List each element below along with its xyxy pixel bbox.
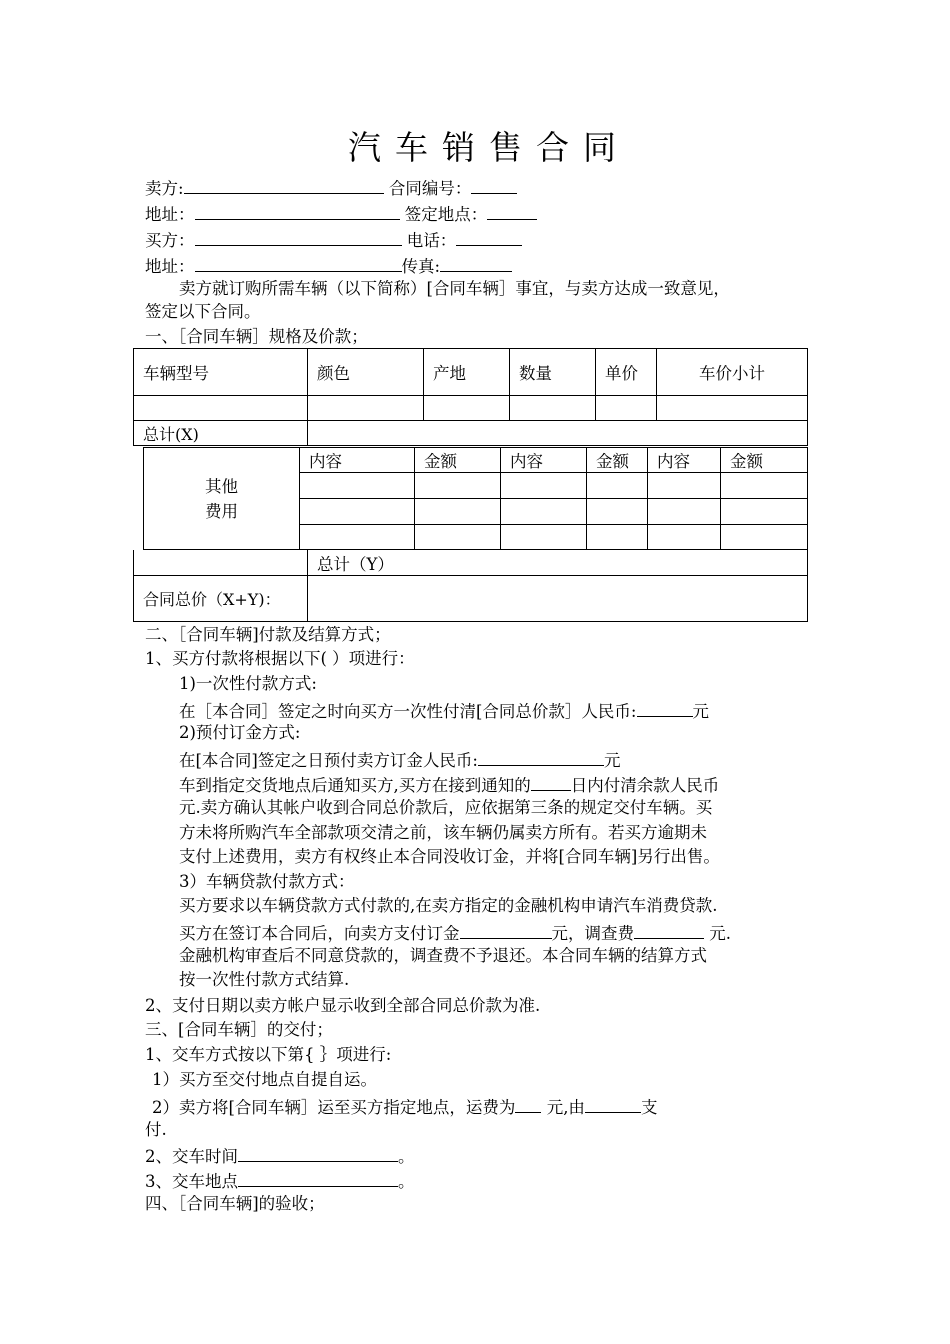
cell-subtotal[interactable]: [657, 396, 808, 421]
sign-place-blank[interactable]: [487, 204, 537, 220]
delivery-place-label: 3、交车地点: [145, 1172, 238, 1191]
fee-col-amount-1: 金额: [415, 448, 501, 473]
payment-option3-para2: [179, 923, 731, 943]
cell-origin[interactable]: [424, 396, 510, 421]
fee-col-amount-3: 金额: [721, 448, 808, 473]
table-row: [134, 396, 808, 421]
fee-col-amount-2: 金额: [587, 448, 648, 473]
payment-option2-text-a: 在[本合同]签定之日预付卖方订金人民币:: [179, 751, 478, 770]
payment-option3-para2-a: 买方在签订本合同后，向卖方支付订金: [179, 924, 460, 943]
col-model: 车辆型号: [134, 349, 308, 396]
fee-cell[interactable]: [415, 499, 501, 525]
phone-blank[interactable]: [456, 230, 522, 246]
address-line-1: [145, 204, 537, 224]
phone-label: 电话：: [406, 231, 457, 250]
investigation-fee-blank[interactable]: [634, 923, 704, 939]
fee-cell[interactable]: [587, 525, 648, 550]
payment-option2-para4: 支付上述费用，卖方有权终止本合同没收订金，并将[合同车辆]另行出售。: [179, 847, 720, 866]
subtotal-x-value[interactable]: [308, 421, 808, 446]
address-blank-1[interactable]: [195, 204, 400, 220]
fee-cell[interactable]: [501, 525, 587, 550]
payment-option2-para3: 方未将所购汽车全部款项交清之前，该车辆仍属卖方所有。若买方逾期未: [179, 823, 707, 842]
vehicle-price-table: [133, 348, 808, 446]
fee-cell[interactable]: [300, 473, 415, 499]
fee-cell[interactable]: [415, 473, 501, 499]
document-title: 汽车销售合同: [348, 128, 630, 167]
cell-quantity[interactable]: [510, 396, 596, 421]
sign-place-label: 签定地点：: [404, 205, 488, 224]
cell-unit-price[interactable]: [596, 396, 657, 421]
address-blank-2[interactable]: [195, 256, 402, 272]
delivery-option2: [152, 1097, 657, 1117]
delivery-option2-c: 支: [640, 1098, 658, 1117]
delivery-item2: [145, 1146, 415, 1166]
buyer-line: [145, 230, 522, 250]
col-color: 颜色: [308, 349, 424, 396]
delivery-place-blank[interactable]: [238, 1171, 398, 1187]
col-unit-price: 单价: [596, 349, 657, 396]
fee-cell[interactable]: [587, 499, 648, 525]
payment-option2-para1-b: 日内付清余款人民币: [570, 776, 720, 795]
col-origin: 产地: [424, 349, 510, 396]
subtotal-y-row: [134, 550, 808, 576]
fee-cell[interactable]: [721, 499, 808, 525]
contract-no-label: 合同编号：: [388, 179, 472, 198]
payment-option1-title: 1)一次性付款方式:: [179, 674, 317, 693]
payment-item2: 2、支付日期以卖方帐户显示收到全部合同总价款为准.: [145, 996, 541, 1015]
buyer-blank[interactable]: [195, 230, 402, 246]
subtotal-x-label: 总计(X): [134, 421, 308, 446]
section2-heading: 二、［合同车辆]付款及结算方式；: [145, 625, 391, 644]
payment-option2-para2: 元.卖方确认其帐户收到合同总价款后，应依据第三条的规定交付车辆。买: [179, 798, 713, 817]
deposit-blank[interactable]: [478, 750, 604, 766]
table-header-row: [134, 349, 808, 396]
other-fees-label-line2: 费用: [205, 501, 238, 521]
fee-cell[interactable]: [587, 473, 648, 499]
payment-option2-para1: [179, 775, 719, 795]
intro-line-2: 签定以下合同。: [145, 302, 261, 321]
fax-label: 传真:: [401, 257, 441, 276]
delivery-option2-end: 付.: [145, 1120, 167, 1139]
other-fees-table: [143, 447, 808, 550]
delivery-option2-b: 元,由: [546, 1098, 585, 1117]
seller-blank[interactable]: [184, 178, 384, 194]
lump-sum-blank[interactable]: [637, 701, 693, 717]
payment-option1-text: [179, 701, 709, 721]
cell-color[interactable]: [308, 396, 424, 421]
fee-cell[interactable]: [721, 525, 808, 550]
fee-cell[interactable]: [648, 525, 721, 550]
freight-blank[interactable]: [515, 1097, 541, 1113]
payment-option2-title: 2)预付订金方式:: [179, 723, 301, 742]
delivery-item1: 1、交车方式按以下第{ ｝项进行:: [145, 1045, 392, 1064]
delivery-place-end: 。: [398, 1172, 415, 1191]
subtotal-x-row: [134, 421, 808, 446]
delivery-item3: [145, 1171, 415, 1191]
other-fees-label-line1: 其他: [205, 476, 238, 496]
payment-option3-para2-b: 元，调查费: [551, 924, 634, 943]
payment-option3-para2-c: 元.: [709, 924, 731, 943]
fee-col-content-2: 内容: [501, 448, 587, 473]
delivery-option2-a: 2）卖方将[合同车辆］运至买方指定地点，运费为: [152, 1098, 516, 1117]
fee-cell[interactable]: [415, 525, 501, 550]
grand-total-table: [133, 549, 808, 622]
col-subtotal: 车价小计: [657, 349, 808, 396]
grand-total-label: 合同总价（X+Y)：: [134, 576, 308, 622]
cell-model[interactable]: [134, 396, 308, 421]
other-fees-label: [144, 448, 300, 550]
intro-line-1: 卖方就订购所需车辆（以下简称）[合同车辆］事宜，与卖方达成一致意见，: [179, 279, 730, 298]
payment-option3-title: 3）车辆贷款付款方式：: [179, 872, 355, 891]
fee-cell[interactable]: [648, 499, 721, 525]
delivery-option1: 1）买方至交付地点自提自运。: [152, 1070, 377, 1089]
payment-option1-text-a: 在［本合同］签定之时向买方一次性付清[合同总价款］人民币:: [179, 702, 637, 721]
address-label-1: 地址：: [145, 205, 195, 224]
fee-cell[interactable]: [648, 473, 721, 499]
payment-option3-para3: 金融机构审查后不同意贷款的，调查费不予退还。本合同车辆的结算方式: [179, 946, 707, 965]
seller-label: 卖方:: [145, 179, 184, 198]
fee-col-content-3: 内容: [648, 448, 721, 473]
section3-heading: 三、[合同车辆］的交付；: [145, 1020, 333, 1039]
subtotal-y-spacer: [134, 550, 308, 576]
fee-col-content-1: 内容: [300, 448, 415, 473]
payment-option3-para4: 按一次性付款方式结算.: [179, 970, 350, 989]
grand-total-value[interactable]: [308, 576, 808, 622]
fax-blank[interactable]: [440, 256, 512, 272]
payment-item1: 1、买方付款将根据以下( ）项进行：: [145, 649, 415, 668]
address-label-2: 地址：: [145, 257, 195, 276]
section1-heading: 一、［合同车辆］规格及价款；: [145, 327, 368, 346]
payment-option3-para1: 买方要求以车辆贷款方式付款的,在卖方指定的金融机构申请汽车消费贷款.: [179, 896, 718, 915]
payment-option2-text-b: 元: [603, 751, 621, 770]
subtotal-y-label: 总计（Y）: [308, 550, 808, 576]
payer-blank[interactable]: [585, 1097, 641, 1113]
payment-option2-para1-a: 车到指定交货地点后通知买方,买方在接到通知的: [179, 776, 531, 795]
fee-cell[interactable]: [300, 499, 415, 525]
fee-cell[interactable]: [300, 525, 415, 550]
address-line-2: [145, 256, 512, 276]
fee-cell[interactable]: [501, 499, 587, 525]
section4-heading: 四、［合同车辆]的验收；: [145, 1194, 325, 1213]
col-quantity: 数量: [510, 349, 596, 396]
payment-option2-text: [179, 750, 620, 770]
buyer-label: 买方：: [145, 231, 195, 250]
payment-option1-text-b: 元: [692, 702, 709, 721]
delivery-time-blank[interactable]: [238, 1146, 398, 1162]
fee-cell[interactable]: [721, 473, 808, 499]
delivery-time-end: 。: [398, 1147, 415, 1166]
days-blank[interactable]: [531, 775, 571, 791]
delivery-time-label: 2、交车时间: [145, 1147, 238, 1166]
grand-total-row: [134, 576, 808, 622]
contract-no-blank[interactable]: [471, 178, 517, 194]
seller-line: [145, 178, 517, 198]
fee-cell[interactable]: [501, 473, 587, 499]
loan-deposit-blank[interactable]: [460, 923, 552, 939]
